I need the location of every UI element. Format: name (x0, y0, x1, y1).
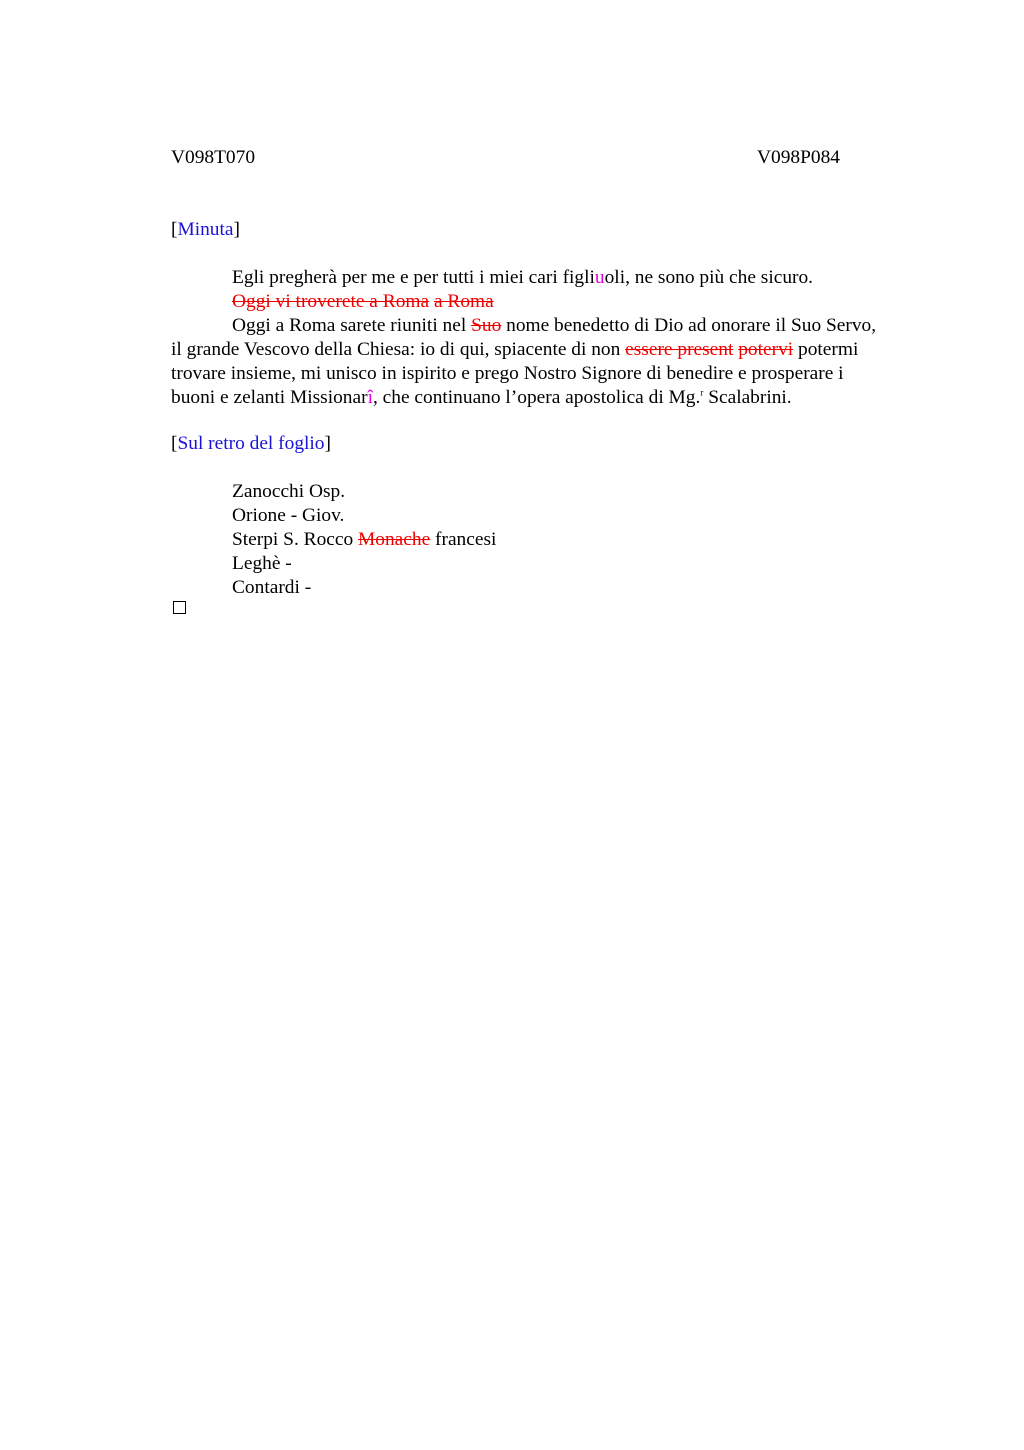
deleted-line (232, 290, 494, 314)
text-segment: potermi (793, 339, 859, 360)
text-segment: Oggi a Roma sarete riuniti nel (232, 315, 472, 336)
text-segment: Sterpi S. Rocco (232, 529, 359, 550)
document-code-right: V098P084 (757, 147, 840, 168)
editorial-label-retro: Sul retro del foglio (177, 433, 325, 454)
document-code-left: V098T070 (171, 147, 256, 168)
list-item: Leghè - (232, 553, 292, 574)
close-bracket: ] (233, 219, 240, 240)
text-segment: oli, ne sono più che sicuro. (604, 267, 814, 288)
section-heading-retro (171, 432, 331, 456)
deleted-text: essere present (625, 339, 734, 360)
list-item: Zanocchi Osp. (232, 481, 346, 502)
open-bracket: [ (171, 219, 178, 240)
close-bracket: ] (324, 433, 331, 454)
text-segment: il grande Vescovo della Chiesa: io di qui, spiacente di non (171, 339, 626, 360)
text-segment: Egli pregherà per me e per tutti i miei cari figli (232, 267, 595, 288)
list-item: Contardi - (232, 577, 312, 598)
editorial-mark: î (367, 387, 373, 408)
deleted-text: Monache (358, 529, 431, 550)
deleted-text: Oggi vi troverete a Roma (232, 291, 430, 312)
deleted-text: potervi (738, 339, 794, 360)
end-mark-box (173, 601, 186, 614)
editorial-label-minuta: Minuta (177, 219, 234, 240)
paragraph-line-2 (171, 338, 858, 362)
inserted-letter: u (594, 267, 605, 288)
text-segment: nome benedetto di Dio ad onorare il Suo Servo, (501, 315, 877, 336)
deleted-text: a Roma (433, 291, 494, 312)
paragraph-line-1 (232, 314, 876, 338)
deleted-text: Suo (471, 315, 502, 336)
text-segment: Scalabrini. (703, 387, 792, 408)
open-bracket: [ (171, 433, 178, 454)
text-segment: francesi (430, 529, 497, 550)
section-heading-minuta (171, 218, 240, 242)
list-item (232, 528, 496, 552)
paragraph-line-4 (171, 386, 792, 410)
text-line-1 (232, 266, 813, 290)
list-item: Orione - Giov. (232, 505, 345, 526)
text-segment: , che continuano l’opera apostolica di Mg. (372, 387, 701, 408)
text-segment: buoni e zelanti Missionar (171, 387, 368, 408)
paragraph-line-3: trovare insieme, mi unisco in ispirito e prego Nostro Signore di benedire e prosperare i (171, 363, 844, 384)
superscript: r (700, 387, 704, 398)
